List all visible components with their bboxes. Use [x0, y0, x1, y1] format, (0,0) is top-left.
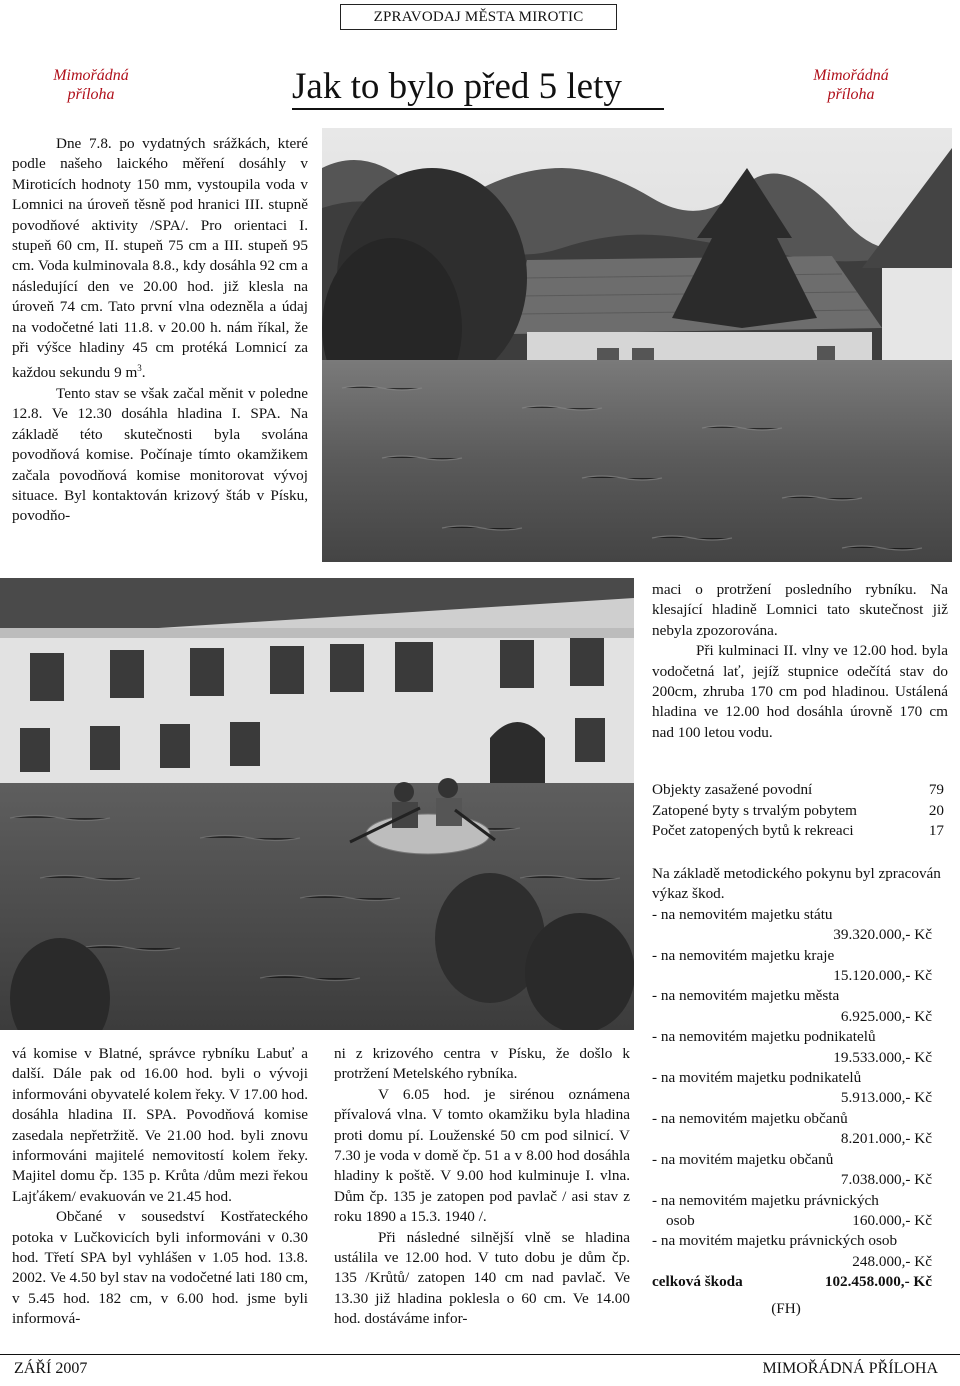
damage-item — [652, 1068, 948, 1109]
damage-report — [652, 864, 948, 1319]
superscript: 3 — [137, 363, 142, 374]
damage-amount: 39.320.000,- Kč — [833, 926, 932, 944]
article-text: Dne 7.8. po vydatných srážkách, které podle našeho laického měření dosáhly v Miroticích hodnoty 150 mm, vystoupila voda v Lomnici na úroveň těsně pod hranici III. stupně povodňové aktivity /SPA/. Pro orientaci I. stupeň 60 cm, II. stupeň 75 cm a III. stupeň 95 cm. Voda kulminovala 8.8., kdy dosáhla 92 cm a následující den ve 20.00 hod. již klesla na úroveň 74 cm. Tato první vlna odezněla a údaj na vodočetné lati 11.8. v 20.00 h. nám říkal, že při výšce hladiny 45 cm protéká Lomnicí za každou sekundu 9 m — [12, 135, 308, 382]
footer-section: MIMOŘÁDNÁ PŘÍLOHA — [762, 1360, 938, 1377]
damage-amount: 6.925.000,- Kč — [840, 1007, 932, 1025]
stats-label: Objekty zasažené povodní — [652, 781, 813, 798]
damage-label: - na nemovitém majetku občanů — [652, 1109, 848, 1127]
article-paragraph: Při kulminaci II. vlny ve 12.00 hod. byla vodočetná lať, jejíž stupnice odečítá stav do 200cm, zhruba 170 cm pod hladinou. Ustálená hladina ve 12.00 hod dosáhla úrovně 170 cm nad 100 letou vodu. — [652, 642, 948, 741]
article-paragraph: Občané v sousedství Kostřateckého potoka v Lučkovicích byli informováni v 0.30 hod. Třetí SPA byl vyhlášen v 1.05 hod. 13.8. 2002. Ve 4.50 byl stav na vodočetné lati 180 cm, v 5.45 hod. 182 cm, v 6.00 hod. jsme byli informová- — [12, 1208, 308, 1328]
damage-label: - na nemovitém majetku právnických — [652, 1191, 879, 1209]
article-paragraph: V 6.05 hod. je sirénou oznámena přívalová vlna. V tomto okamžiku byla hladina proti domu pí. Louženské 50 cm pod silnicí. V 7.30 je voda v domě čp. 51 a v 8.00 hod dosáhla hladiny k poště. V 9.00 hod kulminuje I. vlna. Dům čp. 135 je zatopen pod pavlač / asi stav z roku 1890 a 15.3. 1940 /. — [334, 1085, 630, 1226]
supplement-label-line: Mimořádná — [53, 67, 129, 84]
flood-photo-house — [322, 128, 952, 562]
damage-item — [652, 1191, 948, 1232]
damage-label: - na nemovitém majetku města — [652, 987, 840, 1005]
stats-row — [652, 780, 944, 801]
title-underline — [292, 108, 664, 110]
supplement-label-right — [782, 66, 920, 104]
author-initials: (FH) — [771, 1299, 801, 1317]
damage-label: - na movitém majetku občanů — [652, 1150, 834, 1168]
article-column-bottom-middle — [334, 1044, 630, 1330]
stats-row — [652, 801, 944, 822]
damage-label: - na movitém majetku právnických osob — [652, 1232, 898, 1250]
damage-total-amount: 102.458.000,- Kč — [824, 1273, 932, 1291]
stats-value: 79 — [928, 781, 944, 798]
article-text: . — [141, 364, 146, 382]
page-title: Jak to bylo před 5 lety — [292, 66, 622, 107]
damage-item — [652, 946, 948, 987]
damage-item — [652, 986, 948, 1027]
supplement-label-line: Mimořádná — [813, 67, 889, 84]
damage-item — [652, 1150, 948, 1191]
stats-label: Počet zatopených bytů k rekreaci — [652, 822, 854, 839]
newsletter-name: ZPRAVODAJ MĚSTA MIROTIC — [340, 4, 617, 30]
damage-amount: 160.000,- Kč — [852, 1211, 932, 1229]
damage-total-label: celková škoda — [652, 1273, 743, 1291]
flood-photo-boat-image — [0, 578, 634, 1030]
damage-amount: 248.000,- Kč — [852, 1252, 932, 1270]
stats-value: 17 — [928, 822, 944, 839]
damage-total — [652, 1272, 948, 1292]
damage-amount: 5.913.000,- Kč — [840, 1089, 932, 1107]
damage-item — [652, 1109, 948, 1150]
damage-amount: 8.201.000,- Kč — [840, 1130, 932, 1148]
damage-amount: 15.120.000,- Kč — [833, 967, 932, 985]
damage-label: - na movitém majetku podnikatelů — [652, 1069, 862, 1087]
flood-photo-boat — [0, 578, 634, 1030]
article-paragraph: Tento stav se však začal měnit v poledne 12.8. Ve 12.30 dosáhla hladina I. SPA. Na základě této skutečnosti byla svolána povodňová komise. Počínaje tímto okamžikem začala povodňová komise monitorovat vývoj situace. Byl kontaktován krizový štáb v Písku, povodňo- — [12, 384, 308, 525]
flood-stats-table — [652, 780, 944, 842]
article-column-1 — [12, 134, 308, 527]
supplement-label-line: příloha — [827, 86, 875, 103]
stats-value: 20 — [928, 801, 944, 819]
damage-amount: 19.533.000,- Kč — [833, 1048, 932, 1066]
stats-row — [652, 821, 944, 842]
supplement-label-left — [22, 66, 160, 104]
damage-label: - na nemovitém majetku kraje — [652, 946, 835, 964]
damage-item — [652, 1231, 948, 1272]
damage-label: - na nemovitém majetku podnikatelů — [652, 1028, 876, 1046]
damage-amount: 7.038.000,- Kč — [840, 1171, 932, 1189]
article-column-bottom-left — [12, 1044, 308, 1330]
footer-rule — [0, 1354, 960, 1355]
article-paragraph: vá komise v Blatné, správce rybníku Labuť a další. Dále pak od 16.00 hod. byli o vývoji informováni obyvatelé kolem řeky. V 17.00 hod. dosáhla hladina II. SPA. Povodňová komise zasedala nepřetržitě. Ve 21.00 hod. byli znovu informováni majitelé nemovitostí kolem řeky. Majitel domu čp. 135 p. Krůta /dům mezi řekou Lajťákem/ evakuován ve 21.45 hod. — [12, 1045, 308, 1205]
damage-label: - na nemovitém majetku státu — [652, 905, 833, 923]
supplement-label-line: příloha — [67, 86, 115, 103]
damage-item — [652, 905, 948, 946]
flood-photo-house-image — [322, 128, 952, 562]
damage-intro: Na základě metodického pokynu byl zpracován výkaz škod. — [652, 865, 941, 903]
damage-item — [652, 1027, 948, 1068]
article-paragraph — [12, 134, 308, 384]
damage-label-cont: osob — [666, 1211, 695, 1229]
footer-date: ZÁŘÍ 2007 — [14, 1360, 88, 1377]
article-paragraph: Při následné silnější vlně se hladina ustálila ve 12.00 hod. V tuto dobu je dům čp. 135 /Krůtů/ zatopen 140 cm nad pavlač. Ve 13.30 již hladina poklesla o 60 cm. Ve 14.00 hod. dostáváme infor- — [334, 1228, 630, 1328]
article-column-right — [652, 580, 948, 743]
article-paragraph: ni z krizového centra v Písku, že došlo k protržení Metelského rybníka. — [334, 1045, 630, 1083]
article-paragraph: maci o protržení posledního rybníku. Na klesající hladině Lomnici tato skutečnost již nebyla zpozorována. — [652, 581, 948, 639]
stats-label: Zatopené byty s trvalým pobytem — [652, 801, 857, 819]
